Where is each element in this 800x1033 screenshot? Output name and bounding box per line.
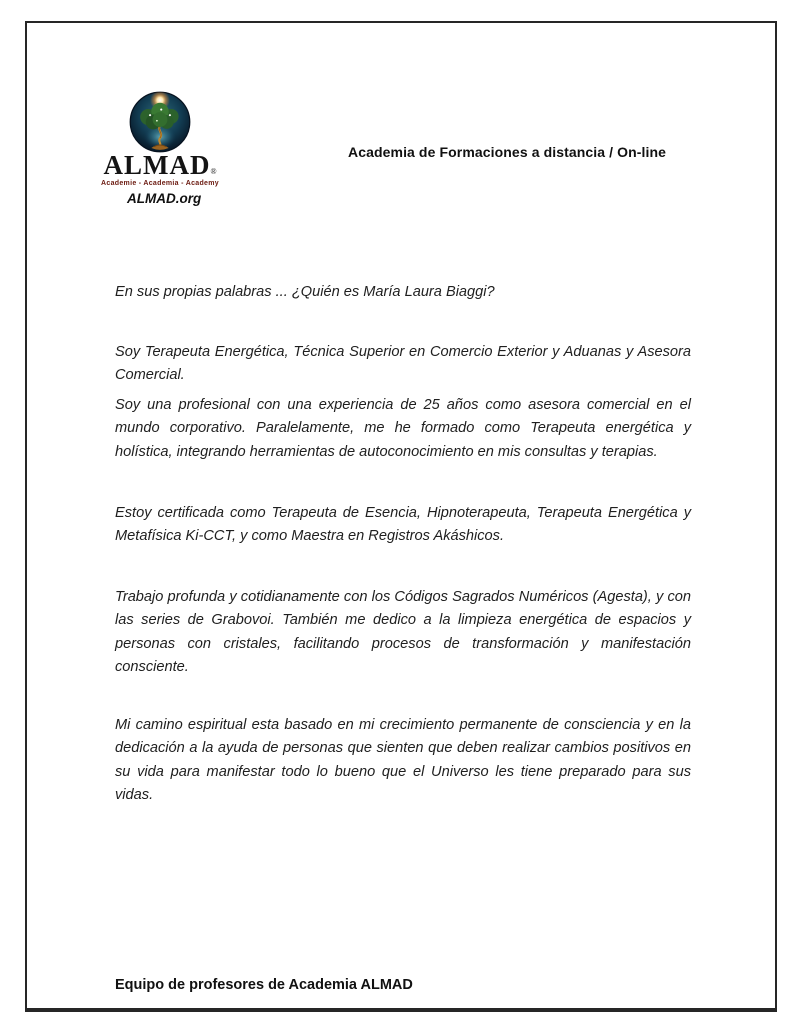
body-paragraph-spiritual-path: Mi camino espiritual esta basado en mi crecimiento permanente de consciencia y en la dedicación a la ayuda de personas que sienten que deben realizar cambios positivos en su vida para manifestar todo lo bueno que el Universo les tiene preparado para sus vidas. (115, 717, 691, 804)
almad-globe-tree-icon (129, 91, 191, 153)
almad-org-label: ALMAD.org (127, 191, 202, 206)
almad-logo (84, 91, 236, 187)
body-paragraph-question: En sus propias palabras ... ¿Quién es María Laura Biaggi? (115, 284, 495, 300)
document-page (25, 21, 777, 1012)
body-paragraph-practice: Trabajo profunda y cotidianamente con los Códigos Sagrados Numéricos (Agesta), y con las series de Grabovoi. También me dedico a la limpieza energética de espacios y personas con cristales, facilitando procesos de transformación y manifestación consciente. (115, 589, 691, 676)
logo-wordmark: ALMAD® (103, 150, 217, 180)
logo-tagline: Academie - Academia - Academy (101, 180, 219, 187)
body-paragraph-certifications: Estoy certificada como Terapeuta de Esencia, Hipnoterapeuta, Terapeuta Energética y Metafísica Ki-CCT, y como Maestra en Registros Akáshicos. (115, 505, 691, 545)
document-header-title: Academia de Formaciones a distancia / On-line (348, 144, 667, 160)
body-paragraph-titles: Soy Terapeuta Energética, Técnica Superior en Comercio Exterior y Aduanas y Asesora Comercial. (115, 344, 691, 384)
registered-mark: ® (210, 167, 217, 176)
footer-text: Equipo de profesores de Academia ALMAD (115, 977, 413, 993)
body-paragraph-experience: Soy una profesional con una experiencia de 25 años como asesora comercial en el mundo corporativo. Paralelamente, me he formado como Terapeuta energética y holística, integrando herramientas de autoconocimiento en mis consultas y terapias. (115, 397, 691, 460)
